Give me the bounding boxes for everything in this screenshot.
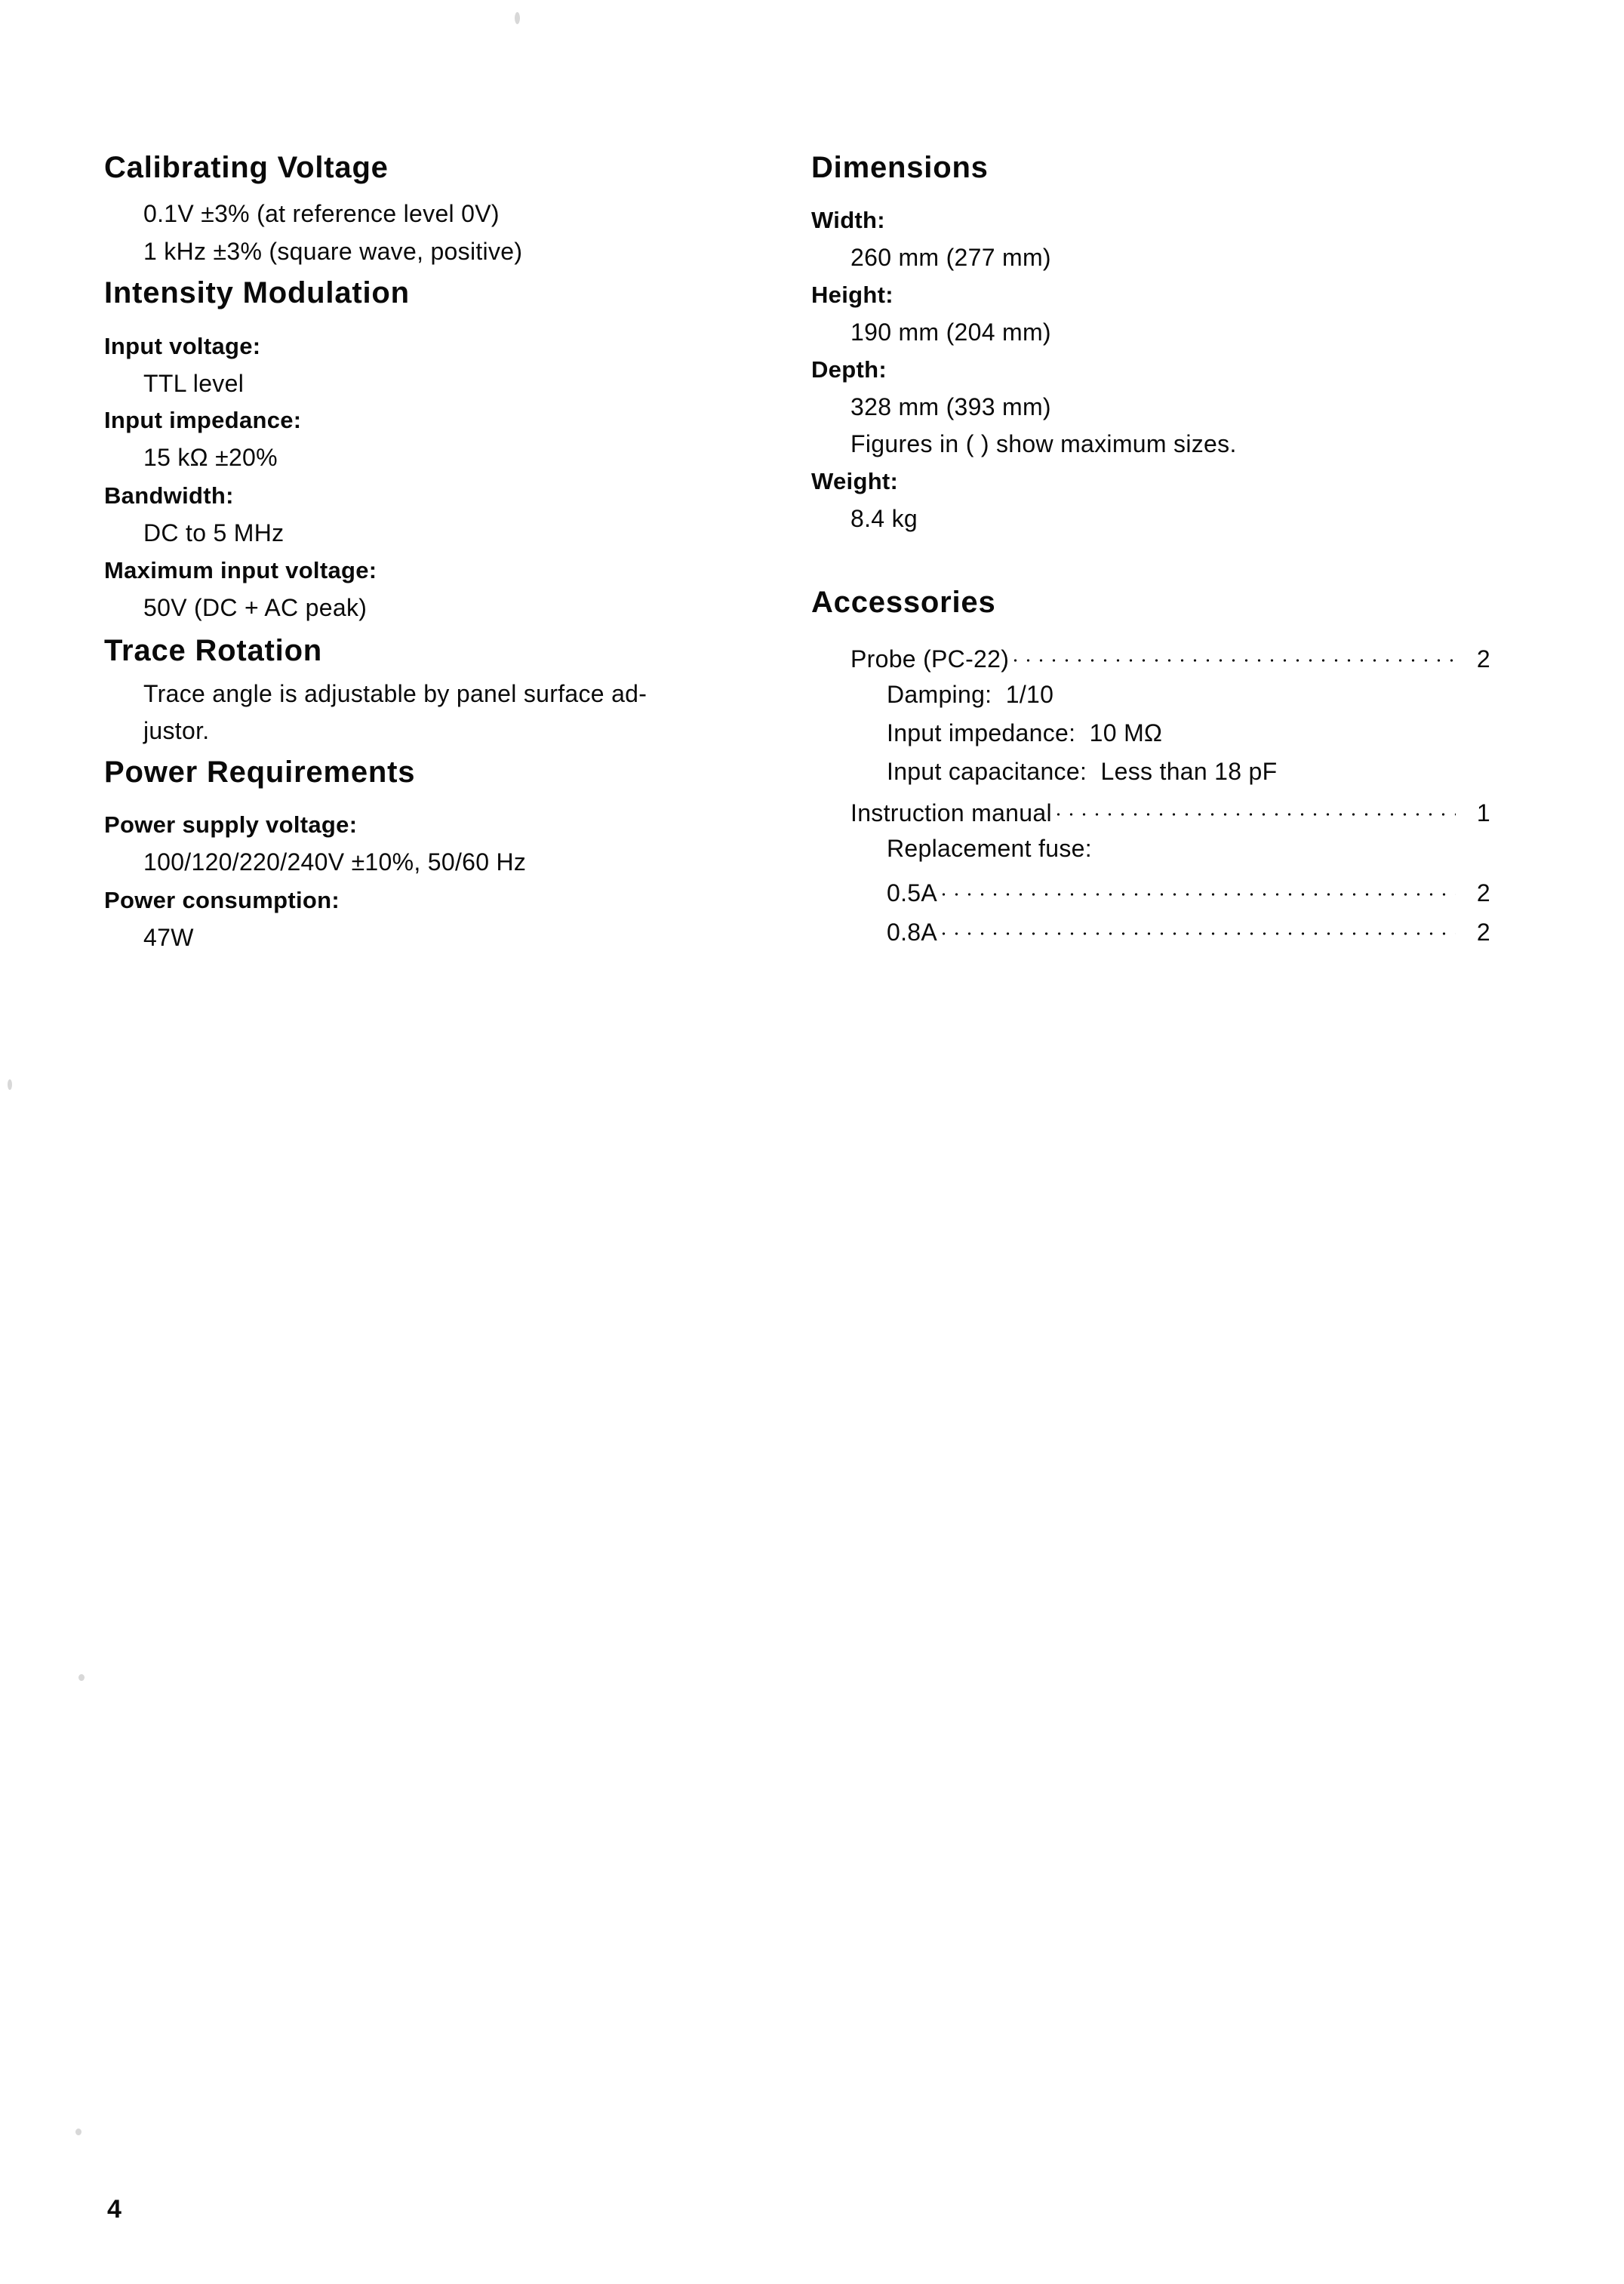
spec-label: Depth: [811, 356, 887, 383]
spec-label: Power supply voltage: [104, 811, 358, 838]
spec-value: justor. [143, 717, 210, 744]
spec-value: TTL level [143, 370, 245, 397]
spec-value: 190 mm (204 mm) [850, 319, 1051, 346]
spec-label: Maximum input voltage: [104, 557, 377, 583]
spec-value: 260 mm (277 mm) [850, 244, 1051, 271]
spec-label: Input impedance: [104, 407, 302, 433]
spec-value: 0.1V ±3% (at reference level 0V) [143, 200, 500, 227]
spec-label: Bandwidth: [104, 482, 234, 509]
spec-value: 50V (DC + AC peak) [143, 594, 368, 621]
accessory-qty: 1 [1476, 799, 1490, 826]
spec-value: 328 mm (393 mm) [850, 393, 1051, 420]
accessory-row [887, 877, 1490, 907]
accessory-label: Probe (PC-22) [850, 645, 1010, 673]
accessory-row [887, 916, 1490, 947]
section-heading-dimensions: Dimensions [811, 151, 989, 184]
accessory-label: Instruction manual [850, 799, 1052, 826]
section-heading-power-requirements: Power Requirements [104, 756, 416, 789]
dot-leader [937, 916, 1456, 940]
spec-label: Power consumption: [104, 887, 340, 913]
spec-value: 1 kHz ±3% (square wave, positive) [143, 238, 523, 265]
accessory-row [850, 643, 1490, 673]
spec-label: Input voltage: [104, 333, 261, 359]
spec-note: Figures in ( ) show maximum sizes. [850, 430, 1237, 457]
accessory-detail: Damping: 1/10 [887, 681, 1054, 708]
scan-speck [75, 2129, 82, 2135]
page-number: 4 [107, 2195, 122, 2224]
spec-value: Trace angle is adjustable by panel surface ad- [143, 680, 647, 707]
accessory-qty: 2 [1476, 879, 1490, 907]
accessory-row [850, 797, 1490, 827]
two-column-body [0, 0, 1624, 981]
accessory-qty: 2 [1476, 645, 1490, 673]
spec-label: Height: [811, 282, 894, 308]
section-heading-intensity-modulation: Intensity Modulation [104, 276, 410, 309]
accessory-detail: Replacement fuse: [887, 835, 1092, 862]
section-heading-calibrating-voltage: Calibrating Voltage [104, 151, 389, 184]
accessory-label: 0.5A [887, 879, 938, 907]
dot-leader [1052, 797, 1456, 821]
spec-value: 15 kΩ ±20% [143, 444, 278, 471]
dot-leader [937, 877, 1456, 901]
accessory-qty: 2 [1476, 919, 1490, 946]
spec-value: 47W [143, 924, 194, 951]
spec-value: DC to 5 MHz [143, 519, 285, 546]
spec-label: Width: [811, 207, 885, 233]
section-heading-trace-rotation: Trace Rotation [104, 634, 323, 667]
spec-label: Weight: [811, 468, 899, 494]
section-heading-accessories: Accessories [811, 586, 996, 619]
spec-value: 100/120/220/240V ±10%, 50/60 Hz [143, 848, 527, 876]
accessory-label: 0.8A [887, 919, 938, 946]
dot-leader [1009, 643, 1456, 667]
scan-speck [8, 1079, 12, 1090]
scan-speck [78, 1674, 85, 1681]
accessory-detail: Input impedance: 10 MΩ [887, 719, 1163, 746]
accessory-detail: Input capacitance: Less than 18 pF [887, 758, 1278, 785]
spec-value: 8.4 kg [850, 505, 918, 532]
